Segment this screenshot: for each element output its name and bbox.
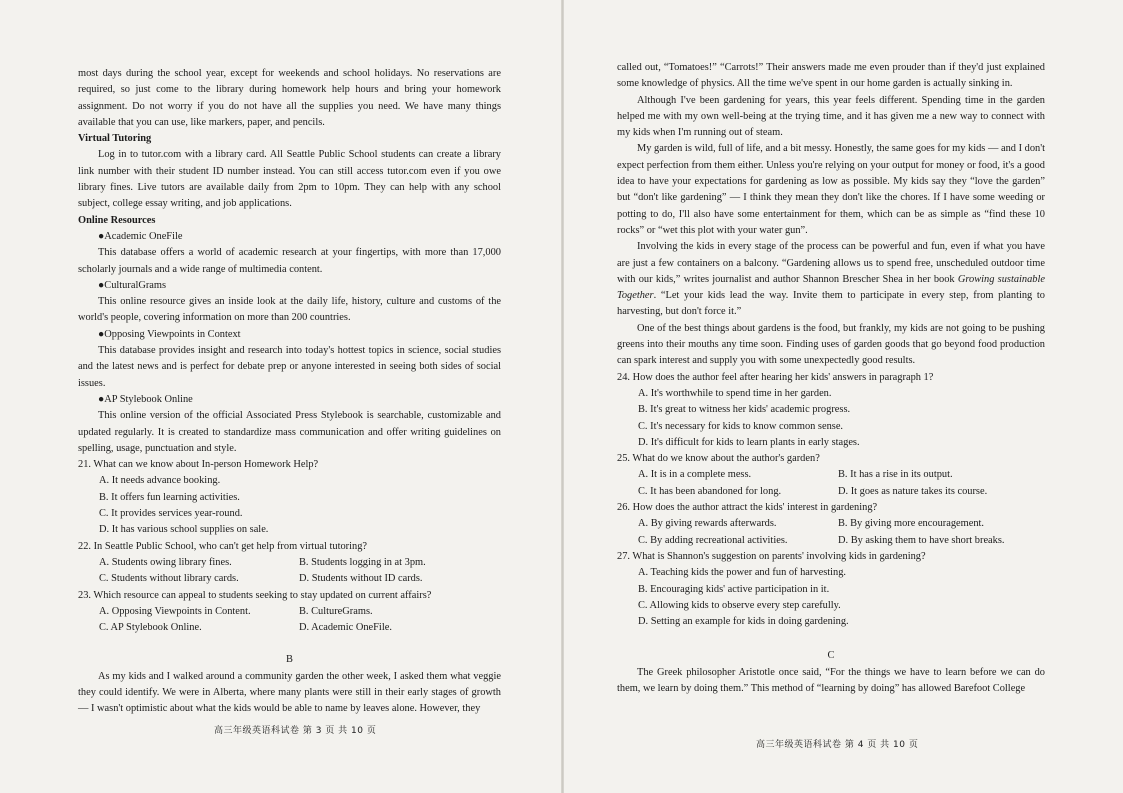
option: D. By asking them to have short breaks. <box>838 534 1005 546</box>
question-26 <box>617 500 1045 549</box>
book-title: Growing sustainable Together <box>617 273 1046 302</box>
p4-text-b: . “Let your kids lead the way. Invite them to participate in every step, from planting to harvesting, but don't force it.” <box>617 290 1045 318</box>
resource-text: This online resource gives an inside look at the daily life, history, culture and customs of the world's people, covering information on more than 200 countries. <box>78 296 501 324</box>
option: D. It has various school supplies on sale. <box>99 524 269 536</box>
online-resources-heading: Online Resources <box>78 214 156 226</box>
option: A. Teaching kids the power and fun of harvesting. <box>638 567 846 579</box>
resource-text: This database offers a world of academic research at your fingertips, with more than 17,000 scholarly journals and a wide range of multimedia content. <box>78 247 501 275</box>
section-c-label: C <box>827 650 835 662</box>
option: B. CultureGrams. <box>299 605 373 617</box>
question-27 <box>617 549 1045 630</box>
right-column <box>617 60 1045 697</box>
option: C. By adding recreational activities. <box>638 534 788 546</box>
resource-name: ●Academic OneFile <box>98 230 183 242</box>
question-stem: 25. What do we know about the author's garden? <box>617 453 820 465</box>
option: A. By giving rewards afterwards. <box>638 518 777 530</box>
option: C. AP Stylebook Online. <box>99 622 202 634</box>
passage-c-paragraph: The Greek philosopher Aristotle once said, “For the things we have to learn before we can do them, we learn by doing them.” This method of “learning by doing” has allowed Barefoot College <box>617 666 1045 694</box>
virtual-tutoring-text: Log in to tutor.com with a library card. All Seattle Public School students can create a library link number with their student ID number instead. You can still access tutor.com even if you owe library fines. Live tutors are available daily from 2pm to 10pm. They can help with any school subject, college essay writing, and job applications. <box>78 149 501 210</box>
question-stem: 23. Which resource can appeal to students seeking to stay updated on current affairs? <box>78 589 432 601</box>
passage-b-p1: called out, “Tomatoes!” “Carrots!” Their answers made me even prouder than if they'd just explained some knowledge of physics. All the time we've spent in our home garden is actually sinking in. <box>617 62 1045 90</box>
question-stem: 21. What can we know about In-person Homework Help? <box>78 459 319 471</box>
option: A. Students owing library fines. <box>99 556 232 568</box>
question-23 <box>78 588 501 637</box>
option: D. Academic OneFile. <box>299 622 392 634</box>
option: C. Allowing kids to observe every step carefully. <box>638 599 841 611</box>
question-stem: 24. How does the author feel after hearing her kids' answers in paragraph 1? <box>617 371 934 383</box>
question-22 <box>78 539 501 588</box>
option: D. It's difficult for kids to learn plants in early stages. <box>638 436 860 448</box>
option: C. Students without library cards. <box>99 573 239 585</box>
option: B. It's great to witness her kids' academic progress. <box>638 404 851 416</box>
passage-b-paragraph: As my kids and I walked around a community garden the other week, I asked them what veggie they could identify. We were in Alberta, where many plants were still in their early stages of growth — I wasn't optimistic about what the kids would be able to name by leaves alone. However, they <box>78 670 501 715</box>
question-24 <box>617 370 1045 451</box>
p4-text-a: Involving the kids in every stage of the process can be powerful and fun, even if what you have are just a few containers on a balcony. “Gardening allows us to spend free, unscheduled outdoor time with our kids,” writes journalist and author Shannon Brescher Shea in her book <box>617 241 1045 285</box>
option: A. Opposing Viewpoints in Content. <box>99 605 251 617</box>
question-stem: 27. What is Shannon's suggestion on parents' involving kids in gardening? <box>617 550 926 562</box>
question-21 <box>78 457 501 538</box>
passage-b-p3: My garden is wild, full of life, and a bit messy. Honestly, the same goes for my kids — and I don't expect perfection from them either. Unless you're relying on your output for money or food, it's a good idea to have your expectations for gardening as low as possible. My kids say they “love the garden” but “don't like gardening” — I think they mean they don't like the chores. If I have some weeding or potting to do, I'll also have some entertainment for them, which can be as simple as “find these 10 rocks” or “wet this plot with your water gun”. <box>617 143 1045 236</box>
passage-b-p4 <box>617 239 1045 320</box>
option: D. Students without ID cards. <box>299 573 423 585</box>
left-column <box>78 66 501 718</box>
option: A. It is in a complete mess. <box>638 469 752 481</box>
question-stem: 22. In Seattle Public School, who can't get help from virtual tutoring? <box>78 540 367 552</box>
resource-name: ●CulturalGrams <box>98 279 167 291</box>
option: D. Setting an example for kids in doing gardening. <box>638 616 849 628</box>
virtual-tutoring-heading: Virtual Tutoring <box>78 133 152 145</box>
page-footer: 高三年级英语科试卷 第 4 页 共 10 页 <box>756 740 919 750</box>
option: B. It offers fun learning activities. <box>99 491 240 503</box>
section-b-label: B <box>286 654 293 666</box>
intro-paragraph: most days during the school year, except for weekends and school holidays. No reservations are required, so just come to the library during homework help hours and bring your homework assignment. Do not worry if you do not have all the supplies you need. We have many things available that you can use, like markers, paper, and pencils. <box>78 68 501 128</box>
question-stem: 26. How does the author attract the kids' interest in gardening? <box>617 502 878 514</box>
resource-name: ●AP Stylebook Online <box>98 393 193 405</box>
option: B. Students logging in at 3pm. <box>299 556 426 568</box>
passage-b-p5: One of the best things about gardens is the food, but frankly, my kids are not going to be pushing greens into their mouths any time soon. Finding uses of garden goods that go beyond food production can spark interest and supply you with some unexpectedly good results. <box>617 322 1045 367</box>
page-footer: 高三年级英语科试卷 第 3 页 共 10 页 <box>214 726 377 736</box>
option: B. It has a rise in its output. <box>838 469 953 481</box>
option: A. It's worthwhile to spend time in her garden. <box>638 387 832 399</box>
option: A. It needs advance booking. <box>99 475 221 487</box>
option: B. By giving more encouragement. <box>838 518 985 530</box>
option: C. It has been abandoned for long. <box>638 485 782 497</box>
resource-text: This database provides insight and research into today's hottest topics in science, social studies and the latest news and is perfect for debate prep or anyone interested in seeing both sides of social issues. <box>78 345 501 389</box>
resource-name: ●Opposing Viewpoints in Context <box>98 328 241 340</box>
passage-b-p2: Although I've been gardening for years, this year feels different. Spending time in the garden helped me with my own well-being at the trying time, and it has given me a new way to connect with my kids when I'm running out of steam. <box>617 94 1045 139</box>
option: B. Encouraging kids' active participation in it. <box>638 583 830 595</box>
option: C. It provides services year-round. <box>99 508 243 520</box>
page-3 <box>0 0 560 793</box>
resource-text: This online version of the official Associated Press Stylebook is searchable, customizable and updated regularly. It is created to standardize mass communication and offer writing guidelines on spelling, usage, punctuation and style. <box>78 410 501 454</box>
option: C. It's necessary for kids to know common sense. <box>638 420 844 432</box>
option: D. It goes as nature takes its course. <box>838 485 988 497</box>
question-25 <box>617 451 1045 500</box>
